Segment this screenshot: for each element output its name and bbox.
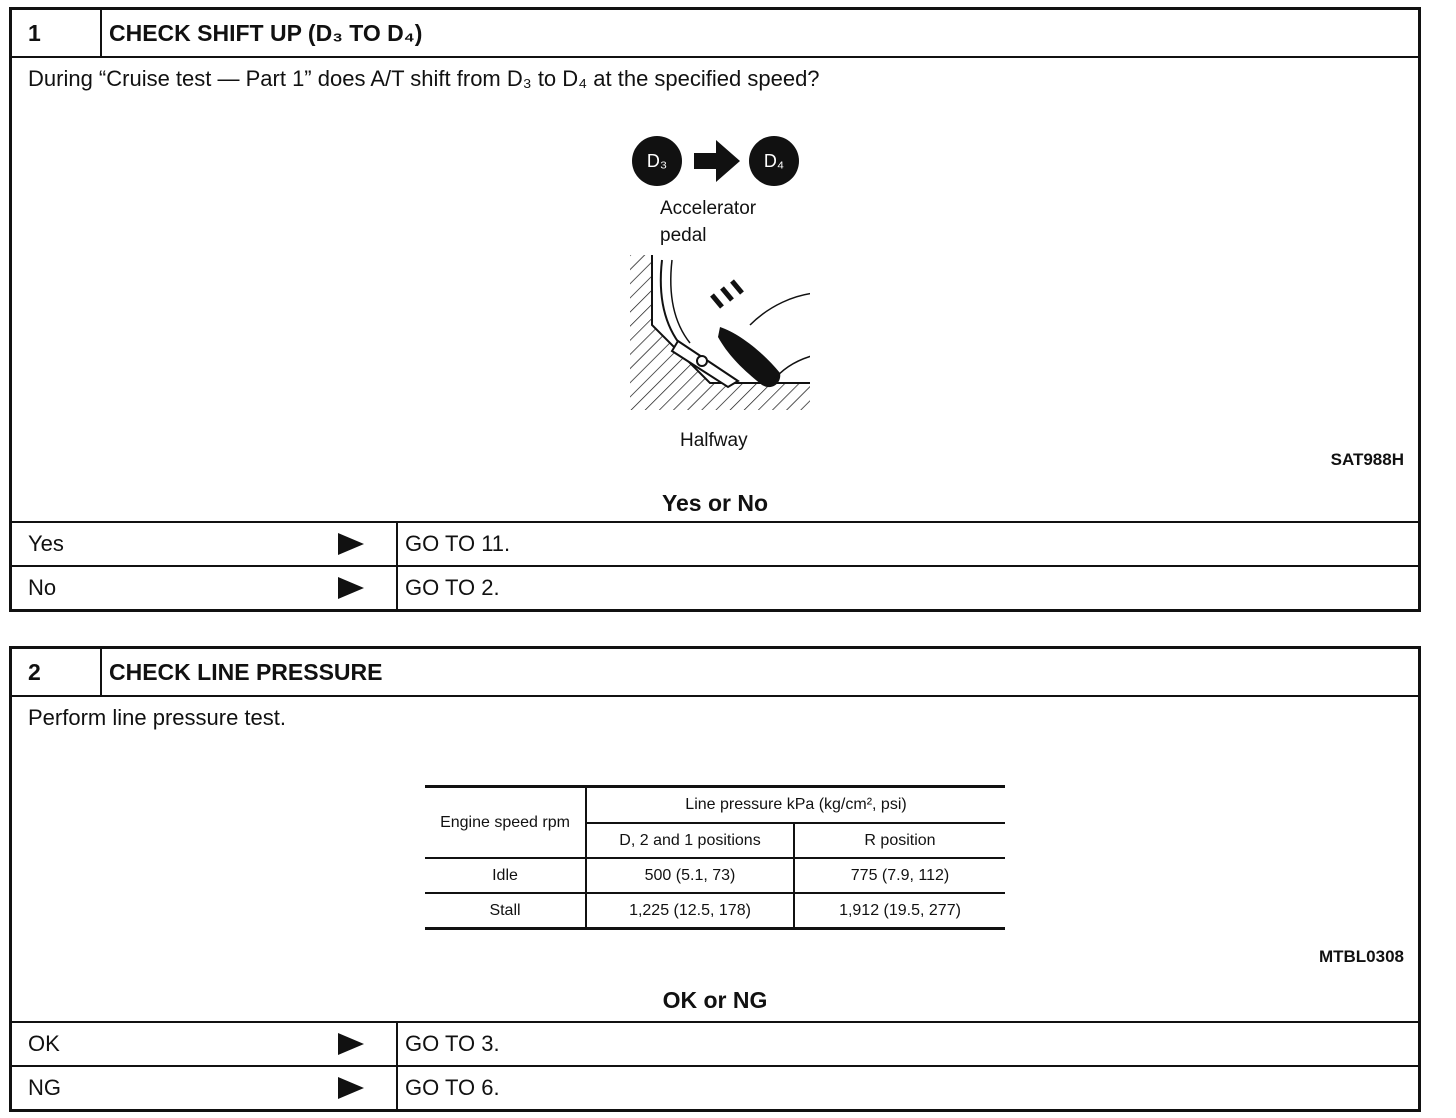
step-2-header	[12, 649, 1418, 697]
outcome-row-yes	[12, 521, 1418, 565]
pressing-motion-icon	[712, 281, 742, 307]
pedal-position-label: Halfway	[680, 430, 748, 451]
outcome-action-link[interactable]: GO TO 3.	[405, 1031, 500, 1056]
shift-diagram	[12, 10, 1418, 490]
outcome-row-ok	[12, 1021, 1418, 1065]
decision-question: OK or NG	[662, 987, 768, 1013]
right-triangle-icon	[338, 533, 364, 555]
step-number: 1	[12, 10, 102, 56]
step-title: CHECK LINE PRESSURE	[109, 659, 383, 685]
shift-arrow-icon	[694, 140, 740, 182]
cell-d21: 500 (5.1, 73)	[586, 858, 794, 893]
pedal-label-line2: pedal	[660, 225, 707, 246]
decision-question: Yes or No	[661, 490, 769, 516]
right-triangle-icon	[338, 1033, 364, 1055]
outcome-action-link[interactable]: GO TO 11.	[405, 531, 511, 556]
outcome-action-link[interactable]: GO TO 2.	[405, 575, 500, 600]
right-triangle-icon	[338, 1077, 364, 1099]
cell-r: 1,912 (19.5, 277)	[839, 901, 961, 919]
outcome-row-no	[12, 565, 1418, 609]
cell-r: 775 (7.9, 112)	[794, 858, 1005, 893]
outcome-action-link[interactable]: GO TO 6.	[405, 1075, 500, 1100]
step-title: CHECK SHIFT UP (D₃ TO D₄)	[109, 20, 423, 46]
column-divider	[396, 567, 398, 609]
line-pressure-table	[425, 785, 1005, 930]
accelerator-pedal-illustration	[630, 255, 810, 415]
outcome-label: Yes	[28, 531, 64, 556]
outcome-label: No	[28, 575, 57, 600]
outcome-row-ng	[12, 1065, 1418, 1109]
table-code: MTBL0308	[1318, 947, 1404, 966]
header-line-pressure: Line pressure kPa (kg/cm², psi)	[586, 787, 1005, 824]
outcome-label: NG	[28, 1075, 61, 1100]
gear-d4-label: D₄	[763, 151, 785, 171]
step-instruction: During “Cruise test — Part 1” does A/T shift from D₃ to D₄ at the specified speed?	[28, 66, 820, 91]
header-engine-speed: Engine speed rpm	[425, 787, 586, 859]
gear-d3-badge	[632, 136, 682, 186]
step-number: 2	[12, 649, 102, 695]
step-1-section	[9, 7, 1421, 612]
figure-code: SAT988H	[1330, 450, 1404, 469]
pedal-label-line1: Accelerator	[660, 198, 757, 219]
right-triangle-icon	[338, 577, 364, 599]
table-row	[425, 858, 1005, 893]
cell-d21: 1,225 (12.5, 178)	[586, 893, 794, 929]
header-d21-positions: D, 2 and 1 positions	[586, 823, 794, 858]
gear-d4-badge	[749, 136, 799, 186]
cell-speed: Stall	[425, 893, 586, 929]
table-row	[425, 893, 1005, 929]
header-r-position: R position	[794, 823, 1005, 858]
gear-d3-label: D₃	[646, 151, 668, 171]
column-divider	[396, 523, 398, 565]
cell-speed: Idle	[425, 858, 586, 893]
column-divider	[396, 1067, 398, 1109]
outcome-label: OK	[28, 1031, 60, 1056]
step-instruction: Perform line pressure test.	[28, 705, 286, 730]
column-divider	[396, 1023, 398, 1065]
step-2-section	[9, 646, 1421, 1112]
